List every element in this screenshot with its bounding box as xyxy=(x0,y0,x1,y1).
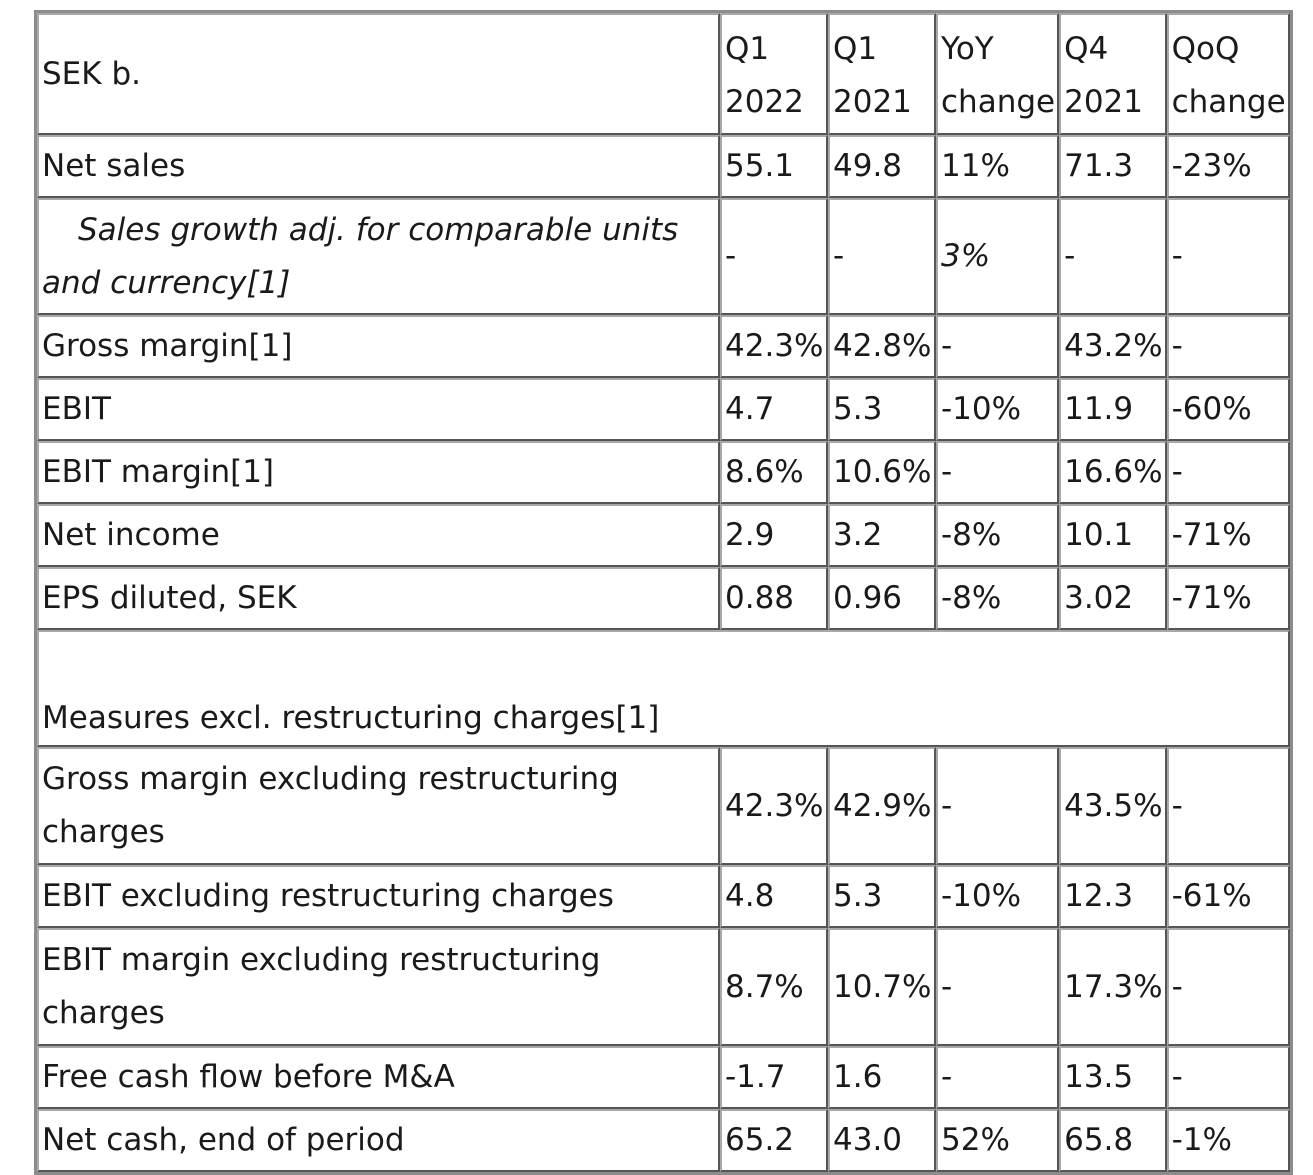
row-label xyxy=(37,747,720,865)
header-col-line1: Q1 xyxy=(725,31,770,67)
row-label: Net sales xyxy=(37,135,720,198)
cell-q1-2021: 42.9% xyxy=(828,747,936,865)
table-row xyxy=(37,315,1290,378)
header-col-line1: Q1 xyxy=(833,31,878,67)
cell-q4-2021: 71.3 xyxy=(1059,135,1166,198)
cell-q1-2022: 8.6% xyxy=(720,441,828,504)
header-col-yoy-change xyxy=(936,13,1059,135)
cell-yoy-change: -10% xyxy=(936,865,1059,928)
cell-yoy-change: 3% xyxy=(936,198,1059,315)
header-col-line1: YoY xyxy=(941,31,994,67)
row-label xyxy=(37,928,720,1046)
cell-q4-2021: 12.3 xyxy=(1059,865,1166,928)
cell-q4-2021: 16.6% xyxy=(1059,441,1166,504)
cell-q1-2022: - xyxy=(720,198,828,315)
header-col-line2: change xyxy=(1171,84,1286,120)
cell-yoy-change: - xyxy=(936,441,1059,504)
row-label: EBIT xyxy=(37,378,720,441)
header-col-line2: 2021 xyxy=(1064,84,1143,120)
cell-q1-2022: 2.9 xyxy=(720,504,828,567)
cell-q1-2021: 3.2 xyxy=(828,504,936,567)
cell-qoq-change: - xyxy=(1167,198,1290,315)
cell-yoy-change: -8% xyxy=(936,504,1059,567)
header-col-line2: 2022 xyxy=(725,84,804,120)
cell-q1-2021: 0.96 xyxy=(828,567,936,630)
header-col-line1: Q4 xyxy=(1064,31,1109,67)
row-label-line1: Gross margin excluding restructuring xyxy=(42,761,619,797)
row-label-line1: EBIT margin excluding restructuring xyxy=(42,942,601,978)
table-row xyxy=(37,1109,1290,1172)
header-col-qoq-change xyxy=(1167,13,1290,135)
cell-qoq-change: - xyxy=(1167,747,1290,865)
table-row xyxy=(37,1046,1290,1109)
cell-q1-2021: 43.0 xyxy=(828,1109,936,1172)
section-title: Measures excl. restructuring charges[1] xyxy=(37,630,1290,747)
table-row xyxy=(37,747,1290,865)
table-row xyxy=(37,567,1290,630)
cell-yoy-change: - xyxy=(936,747,1059,865)
section-row xyxy=(37,630,1290,747)
cell-q4-2021: - xyxy=(1059,198,1166,315)
cell-qoq-change: -71% xyxy=(1167,567,1290,630)
table-row xyxy=(37,135,1290,198)
header-row xyxy=(37,13,1290,135)
cell-q1-2022: 8.7% xyxy=(720,928,828,1046)
cell-yoy-change: -8% xyxy=(936,567,1059,630)
cell-q4-2021: 3.02 xyxy=(1059,567,1166,630)
cell-q4-2021: 11.9 xyxy=(1059,378,1166,441)
cell-qoq-change: -61% xyxy=(1167,865,1290,928)
table-row xyxy=(37,198,1290,315)
header-unit-label: SEK b. xyxy=(37,13,720,135)
cell-yoy-change: 11% xyxy=(936,135,1059,198)
table-row xyxy=(37,928,1290,1046)
table-row xyxy=(37,865,1290,928)
cell-q1-2021: 1.6 xyxy=(828,1046,936,1109)
table-row xyxy=(37,441,1290,504)
cell-qoq-change: - xyxy=(1167,928,1290,1046)
cell-yoy-change: - xyxy=(936,928,1059,1046)
row-label: EBIT excluding restructuring charges xyxy=(37,865,720,928)
cell-q1-2021: 5.3 xyxy=(828,865,936,928)
cell-q4-2021: 43.5% xyxy=(1059,747,1166,865)
cell-q1-2021: 42.8% xyxy=(828,315,936,378)
row-label-line2: charges xyxy=(42,995,165,1031)
row-label: Net income xyxy=(37,504,720,567)
cell-qoq-change: -60% xyxy=(1167,378,1290,441)
header-col-q4-2021 xyxy=(1059,13,1166,135)
cell-qoq-change: - xyxy=(1167,441,1290,504)
cell-q4-2021: 43.2% xyxy=(1059,315,1166,378)
cell-q1-2022: 42.3% xyxy=(720,315,828,378)
cell-yoy-change: - xyxy=(936,1046,1059,1109)
cell-yoy-change: 52% xyxy=(936,1109,1059,1172)
cell-q1-2022: 42.3% xyxy=(720,747,828,865)
table-row xyxy=(37,378,1290,441)
financial-summary-table xyxy=(34,10,1293,1175)
cell-q1-2021: - xyxy=(828,198,936,315)
cell-qoq-change: -1% xyxy=(1167,1109,1290,1172)
row-label: Gross margin[1] xyxy=(37,315,720,378)
cell-q4-2021: 10.1 xyxy=(1059,504,1166,567)
cell-q4-2021: 17.3% xyxy=(1059,928,1166,1046)
header-col-q1-2022 xyxy=(720,13,828,135)
cell-q1-2021: 10.6% xyxy=(828,441,936,504)
cell-qoq-change: -71% xyxy=(1167,504,1290,567)
cell-yoy-change: - xyxy=(936,315,1059,378)
cell-q1-2021: 49.8 xyxy=(828,135,936,198)
header-col-line2: 2021 xyxy=(833,84,912,120)
table-row xyxy=(37,504,1290,567)
header-col-line2: change xyxy=(941,84,1056,120)
cell-q1-2022: 65.2 xyxy=(720,1109,828,1172)
cell-q4-2021: 65.8 xyxy=(1059,1109,1166,1172)
header-col-q1-2021 xyxy=(828,13,936,135)
cell-q1-2022: 0.88 xyxy=(720,567,828,630)
row-label: EPS diluted, SEK xyxy=(37,567,720,630)
row-label: Net cash, end of period xyxy=(37,1109,720,1172)
cell-qoq-change: -23% xyxy=(1167,135,1290,198)
cell-q1-2022: -1.7 xyxy=(720,1046,828,1109)
cell-q4-2021: 13.5 xyxy=(1059,1046,1166,1109)
header-col-line1: QoQ xyxy=(1171,31,1240,67)
cell-qoq-change: - xyxy=(1167,315,1290,378)
cell-q1-2022: 55.1 xyxy=(720,135,828,198)
cell-q1-2021: 10.7% xyxy=(828,928,936,1046)
row-label-line2: and currency[1] xyxy=(42,264,291,301)
row-label-line2: charges xyxy=(42,814,165,850)
row-label: EBIT margin[1] xyxy=(37,441,720,504)
row-label: Free cash flow before M&A xyxy=(37,1046,720,1109)
cell-q1-2022: 4.8 xyxy=(720,865,828,928)
cell-q1-2021: 5.3 xyxy=(828,378,936,441)
row-label-line1: Sales growth adj. for comparable units xyxy=(78,211,679,248)
cell-yoy-change: -10% xyxy=(936,378,1059,441)
cell-qoq-change: - xyxy=(1167,1046,1290,1109)
cell-q1-2022: 4.7 xyxy=(720,378,828,441)
row-label xyxy=(37,198,720,315)
